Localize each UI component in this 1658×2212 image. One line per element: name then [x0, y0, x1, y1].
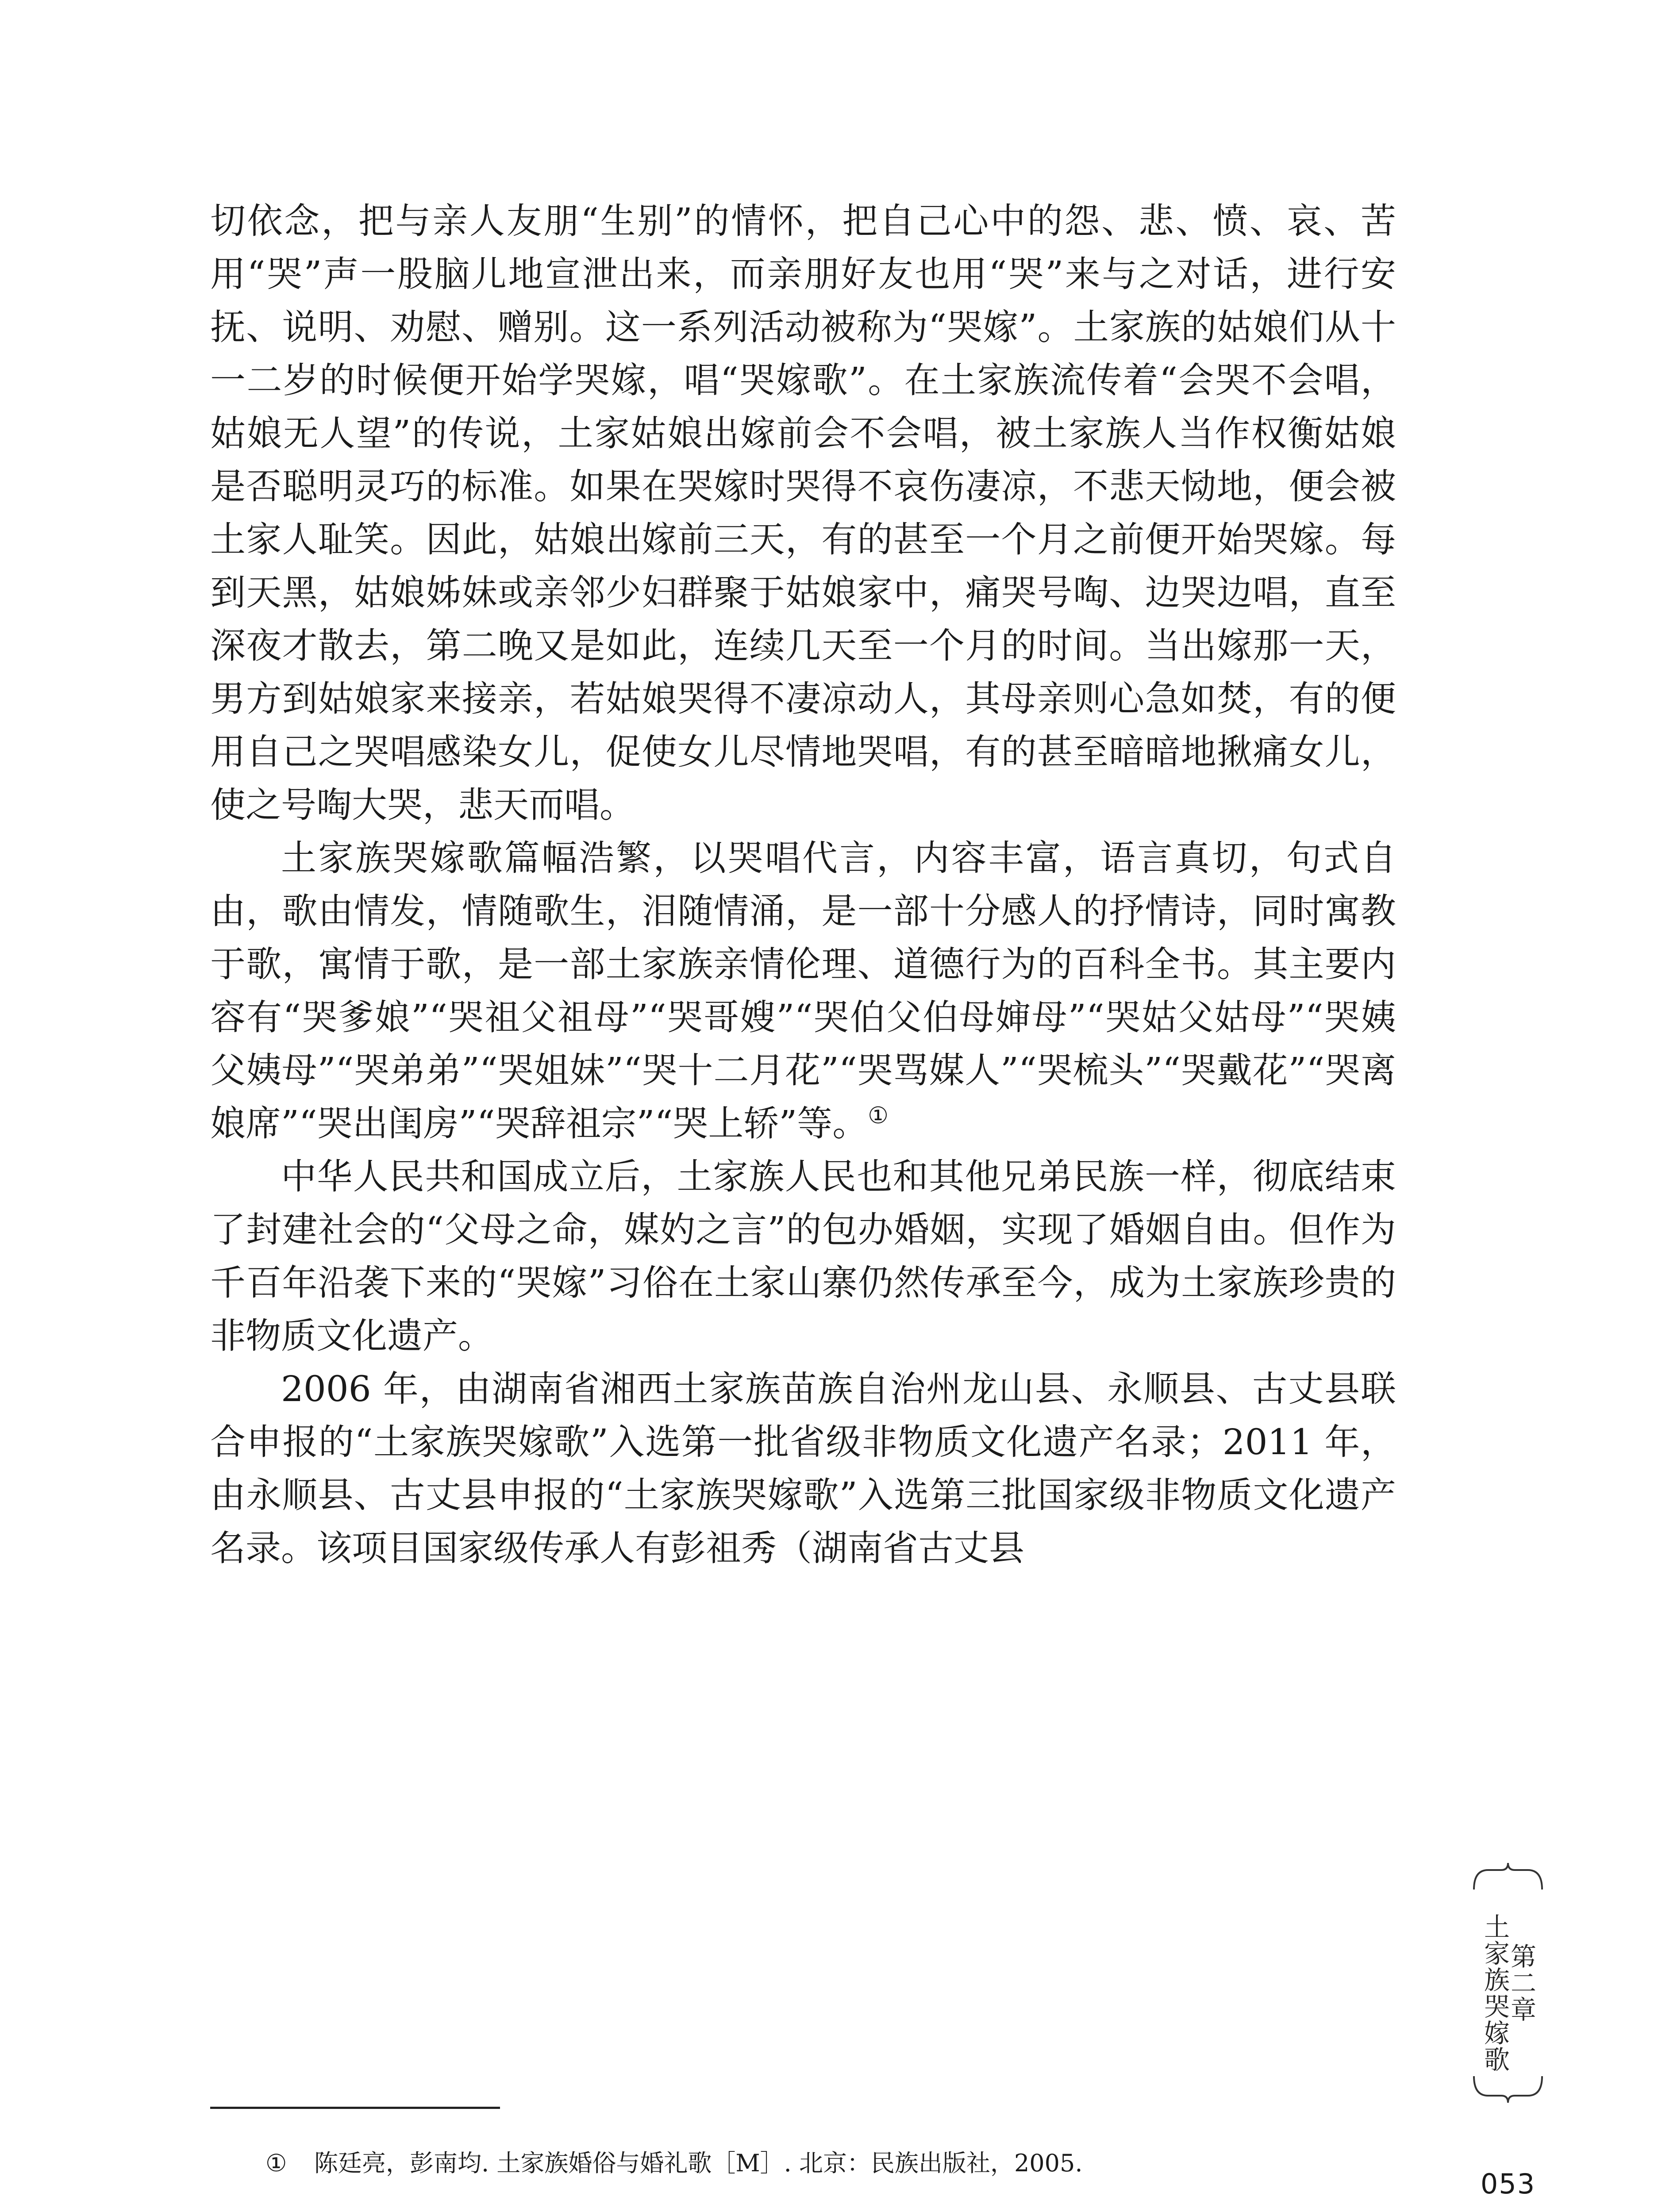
footnote-text: 陈廷亮，彭南均. 土家族婚俗与婚礼歌［M］. 北京：民族出版社，2005. [314, 2149, 1083, 2177]
page-number: 053 [1480, 2168, 1536, 2200]
main-text [210, 195, 1396, 1575]
bottom-bracket-icon [1470, 2074, 1546, 2105]
chapter-side-tab [1468, 1860, 1548, 2105]
footnote [265, 2146, 1398, 2181]
chapter-title: 土家族哭嫁歌 [1480, 1913, 1510, 2073]
footnote-reference[interactable]: ① [868, 1102, 889, 1129]
chapter-number: 第二章 [1506, 1943, 1536, 2023]
chapter-label [1481, 1893, 1535, 2073]
paragraph-2-text: 土家族哭嫁歌篇幅浩繁，以哭唱代言，内容丰富，语言真切，句式自由，歌由情发，情随歌生，泪随情涌，是一部十分感人的抒情诗，同时寓教于歌，寓情于歌，是一部土家族亲情伦理、道德行为的百科全书。其主要内容有“哭爹娘”“哭祖父祖母”“哭哥嫂”“哭伯父伯母婶母”“哭姑父姑母”“哭姨父姨母”“哭弟弟”“哭姐妹”“哭十二月花”“哭骂媒人”“哭梳头”“哭戴花”“哭离娘席”“哭出闺房”“哭辞祖宗”“哭上轿”等。 [210, 837, 1396, 1144]
footnote-divider [210, 2107, 500, 2109]
paragraph-3: 中华人民共和国成立后，土家族人民也和其他兄弟民族一样，彻底结束了封建社会的“父母之命，媒妁之言”的包办婚姻，实现了婚姻自由。但作为千百年沿袭下来的“哭嫁”习俗在土家山寨仍然传承至今，成为土家族珍贵的非物质文化遗产。 [210, 1156, 1396, 1356]
paragraph-4: 2006 年，由湖南省湘西土家族苗族自治州龙山县、永顺县、古丈县联合申报的“土家族哭嫁歌”入选第一批省级非物质文化遗产名录；2011 年，由永顺县、古丈县申报的“土家族哭嫁歌”入选第三批国家级非物质文化遗产名录。该项目国家级传承人有彭祖秀（湖南省古丈县 [210, 1368, 1396, 1569]
paragraph-2 [210, 832, 1396, 1150]
paragraph-1: 切依念，把与亲人友朋“生别”的情怀，把自己心中的怨、悲、愤、哀、苦用“哭”声一股脑儿地宣泄出来，而亲朋好友也用“哭”来与之对话，进行安抚、说明、劝慰、赠别。这一系列活动被称为“哭嫁”。土家族的姑娘们从十一二岁的时候便开始学哭嫁，唱“哭嫁歌”。在土家族流传着“会哭不会唱，姑娘无人望”的传说，土家姑娘出嫁前会不会唱，被土家族人当作权衡姑娘是否聪明灵巧的标准。如果在哭嫁时哭得不哀伤凄凉，不悲天恸地，便会被土家人耻笑。因此，姑娘出嫁前三天，有的甚至一个月之前便开始哭嫁。每到天黑，姑娘姊妹或亲邻少妇群聚于姑娘家中，痛哭号啕、边哭边唱，直至深夜才散去，第二晚又是如此，连续几天至一个月的时间。当出嫁那一天，男方到姑娘家来接亲，若姑娘哭得不凄凉动人，其母亲则心急如焚，有的便用自己之哭唱感染女儿，促使女儿尽情地哭唱，有的甚至暗暗地揪痛女儿，使之号啕大哭，悲天而唱。 [210, 200, 1396, 826]
top-bracket-icon [1470, 1860, 1546, 1891]
footnote-mark: ① [265, 2149, 287, 2177]
